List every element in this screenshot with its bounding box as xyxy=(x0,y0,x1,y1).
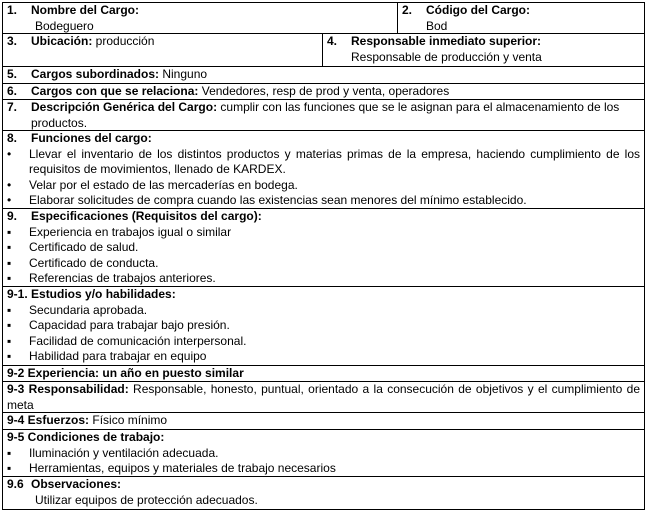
job-code-cell xyxy=(397,3,644,33)
specifications-list xyxy=(7,225,640,287)
list-item xyxy=(7,256,640,272)
row-experience xyxy=(3,366,644,382)
supervisor-value: Responsable de producción y venta xyxy=(351,49,542,64)
generic-description-value: cumplir con las funciones que se le asignan para el almacenamiento de los productos. xyxy=(31,100,620,130)
list-item-text: Iluminación y ventilación adecuada. xyxy=(29,445,219,460)
studies-skills-label: 9-1. Estudios y/o habilidades: xyxy=(7,287,176,301)
efforts-value: Físico mínimo xyxy=(89,413,168,427)
square-bullet-icon: ▪ xyxy=(7,318,12,332)
row-functions xyxy=(3,131,644,209)
list-item xyxy=(7,303,640,319)
square-bullet-icon: ▪ xyxy=(7,349,12,363)
bullet-icon: • xyxy=(7,146,12,161)
item-number: 6. xyxy=(7,84,18,98)
list-item xyxy=(7,318,640,334)
row-studies-skills xyxy=(3,287,644,366)
square-bullet-icon: ▪ xyxy=(7,333,12,348)
square-bullet-icon: ▪ xyxy=(7,255,12,270)
list-item xyxy=(7,349,640,365)
list-item xyxy=(7,225,640,241)
job-code-label: Código del Cargo: xyxy=(426,3,530,17)
job-description-table xyxy=(2,2,645,510)
list-item-text: Facilidad de comunicación interpersonal. xyxy=(29,333,247,348)
generic-description-label: Descripción Genérica del Cargo: xyxy=(31,100,218,114)
list-item-text: Referencias de trabajos anteriores. xyxy=(29,271,216,285)
specifications-label: Especificaciones (Requisitos del cargo): xyxy=(31,209,262,223)
list-item xyxy=(7,240,640,256)
supervisor-cell xyxy=(322,34,644,66)
job-name-cell xyxy=(3,3,397,33)
item-number: 7. xyxy=(7,100,18,114)
row-generic-description xyxy=(3,100,644,131)
list-item xyxy=(7,193,640,209)
efforts-label: 9-4 Esfuerzos: xyxy=(7,413,90,427)
list-item-text: Elaborar solicitudes de compra cuando las existencias sean menores del mínimo establecido. xyxy=(29,193,527,207)
related-positions-value: Vendedores, resp de prod y venta, operadores xyxy=(198,84,450,98)
list-item-text: Velar por el estado de las mercaderías en bodega. xyxy=(29,177,298,192)
item-number: 8. xyxy=(7,131,18,145)
row-responsibility xyxy=(3,382,644,413)
square-bullet-icon: ▪ xyxy=(7,461,12,475)
row-related-positions xyxy=(3,84,644,100)
item-number: 5. xyxy=(7,67,18,81)
row-observations xyxy=(3,477,644,509)
square-bullet-icon: ▪ xyxy=(7,302,12,317)
responsibility-label: 9-3 Responsabilidad: xyxy=(7,382,129,396)
list-item xyxy=(7,178,640,194)
work-conditions-list xyxy=(7,446,640,477)
item-number: 9.6 xyxy=(7,477,24,491)
row-location-supervisor xyxy=(3,34,644,67)
job-name-value: Bodeguero xyxy=(35,18,94,33)
list-item xyxy=(7,147,640,178)
square-bullet-icon: ▪ xyxy=(7,240,12,254)
row-efforts xyxy=(3,413,644,430)
functions-list xyxy=(7,147,640,209)
row-job-name-code xyxy=(3,3,644,34)
list-item-text: Experiencia en trabajos igual o similar xyxy=(29,224,232,239)
row-work-conditions xyxy=(3,430,644,477)
bullet-icon: • xyxy=(7,193,12,207)
bullet-icon: • xyxy=(7,177,12,192)
job-code-value: Bod xyxy=(426,18,448,33)
list-item-text: Llevar el inventario de los distintos productos y materias primas de la empresa, haciendo cumplimiento de los requisitos de movimientos, llenado de KARDEX. xyxy=(29,146,640,176)
list-item-text: Capacidad para trabajar bajo presión. xyxy=(29,318,230,332)
experience-label: 9-2 Experiencia: un año en puesto similar xyxy=(7,366,244,380)
list-item-text: Certificado de salud. xyxy=(29,240,139,254)
observations-value: Utilizar equipos de protección adecuados. xyxy=(35,492,258,507)
studies-skills-list xyxy=(7,303,640,365)
list-item xyxy=(7,334,640,350)
responsibility-value: Responsable, honesto, puntual, orientado a la consecución de objetivos y el cumplimiento de meta xyxy=(7,382,640,412)
list-item-text: Herramientas, equipos y materiales de trabajo necesarios xyxy=(29,461,336,475)
list-item xyxy=(7,271,640,287)
row-specifications xyxy=(3,209,644,287)
functions-label: Funciones del cargo: xyxy=(31,131,152,145)
item-number: 9. xyxy=(7,209,18,223)
square-bullet-icon: ▪ xyxy=(7,224,12,239)
related-positions-label: Cargos con que se relaciona: xyxy=(31,84,199,98)
item-number: 3. xyxy=(7,34,18,48)
row-subordinates xyxy=(3,67,644,84)
observations-label: Observaciones: xyxy=(31,477,122,491)
item-number: 2. xyxy=(402,3,413,17)
supervisor-label: Responsable inmediato superior: xyxy=(351,34,542,48)
work-conditions-label: 9-5 Condiciones de trabajo: xyxy=(7,430,165,444)
square-bullet-icon: ▪ xyxy=(7,445,12,460)
list-item xyxy=(7,446,640,462)
list-item-text: Secundaria aprobada. xyxy=(29,302,148,317)
square-bullet-icon: ▪ xyxy=(7,271,12,285)
list-item xyxy=(7,461,640,477)
subordinates-value: Ninguno xyxy=(159,67,208,81)
location-cell xyxy=(3,34,322,66)
list-item-text: Certificado de conducta. xyxy=(29,255,159,270)
subordinates-label: Cargos subordinados: xyxy=(31,67,160,81)
location-label: Ubicación: xyxy=(31,34,93,48)
location-value: producción xyxy=(92,34,155,48)
item-number: 1. xyxy=(7,3,18,17)
list-item-text: Habilidad para trabajar en equipo xyxy=(29,349,207,363)
item-number: 4. xyxy=(327,34,338,48)
job-name-label: Nombre del Cargo: xyxy=(31,3,140,17)
